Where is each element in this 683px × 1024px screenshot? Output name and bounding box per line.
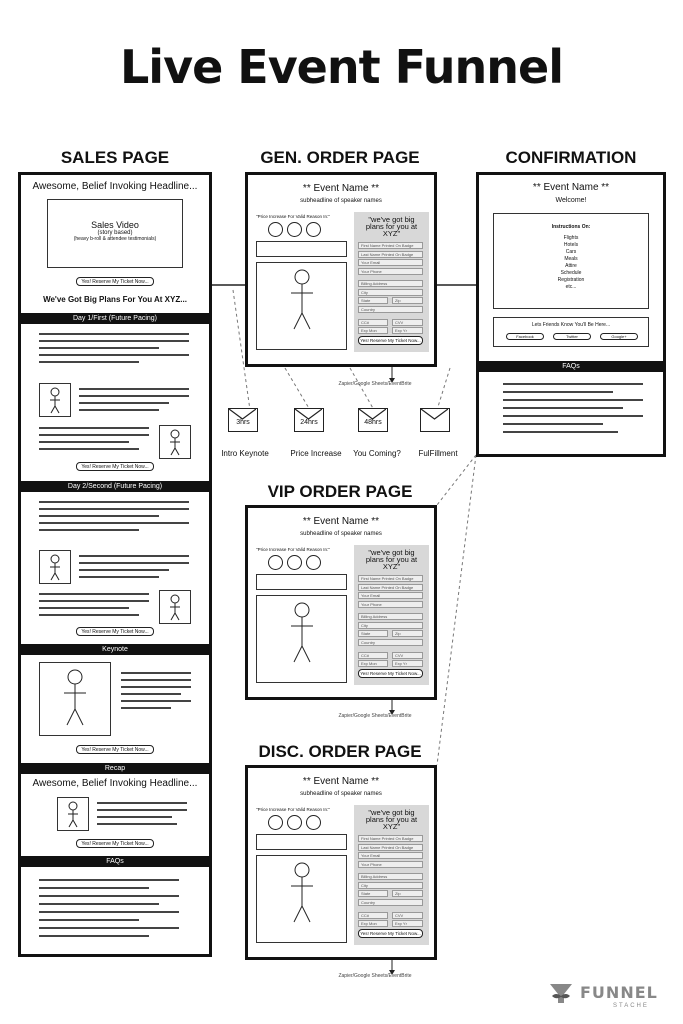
disc-order-page-subheadline: subheadline of speaker names — [300, 791, 382, 797]
disc-order-header: DISC. ORDER PAGE — [258, 742, 422, 761]
email-fulfillment-caption: FulFillment — [418, 449, 458, 458]
email-3hrs-caption: Intro Keynote — [221, 449, 269, 458]
vip-order-page-field[interactable]: Zip — [392, 630, 423, 637]
gen-order-page-field[interactable]: CVV — [392, 319, 423, 326]
recap-headline: Awesome, Belief Invoking Headline... — [32, 778, 198, 789]
gen-order-page-field[interactable]: Your Email — [358, 259, 423, 266]
gen-order-page-field[interactable]: Exp Mon — [358, 327, 388, 334]
sales-video-title: Sales Video — [91, 220, 139, 230]
sales-video-sub: (story based) — [97, 230, 133, 236]
day1-image-1 — [39, 383, 71, 417]
logo-subtext: STACHE — [613, 1003, 649, 1009]
day2-text-lines-2 — [79, 555, 189, 578]
vip-order-page-event-name: ** Event Name ** — [302, 516, 380, 527]
gen-order-page-cta-button[interactable]: Yes! Reserve My Ticket Now... — [358, 336, 423, 345]
disc-order-page-field[interactable]: CC# — [358, 912, 388, 919]
disc-order-page-field[interactable]: Billing Address — [358, 873, 423, 880]
gen-order-page-price-increase: "Price Increase For Valid Reason In:" — [256, 214, 330, 219]
instruction-item: Hotels — [563, 242, 579, 248]
vip-order-page-field[interactable]: Last Name Printed On Badge — [358, 584, 423, 591]
disc-order-page-field[interactable]: Your Phone — [358, 861, 423, 868]
gen-order-page-field[interactable]: Zip — [392, 297, 423, 304]
share-title: Lets Friends Know You'll Be Here... — [531, 322, 611, 328]
disc-order-page-field[interactable]: Exp Mon — [358, 920, 388, 927]
day2-text-lines — [39, 501, 189, 531]
keynote-bar: Keynote — [21, 644, 209, 655]
sales-video-note: (heavy b-roll & attendee testimonials) — [73, 236, 157, 242]
vip-order-header: VIP ORDER PAGE — [267, 482, 413, 501]
gen-order-page — [245, 172, 437, 367]
disc-order-page-quote: "we've got big plans for you at XYZ" — [365, 808, 418, 831]
gen-order-page-countdown-circle — [287, 222, 302, 237]
google-plus-button[interactable]: Google+ — [600, 333, 638, 340]
vip-order-page-quote: "we've got big plans for you at XYZ" — [365, 548, 418, 571]
disc-order-page-countdown-circle — [287, 815, 302, 830]
vip-order-page-countdown-circle — [268, 555, 283, 570]
gen-order-page-countdown-circle — [268, 222, 283, 237]
recap-text-lines — [97, 802, 187, 825]
sales-faqs-bar: FAQs — [21, 856, 209, 867]
disc-order-page-price-increase: "Price Increase For Valid Reason In:" — [256, 807, 330, 812]
gen-order-page-event-name: ** Event Name ** — [302, 183, 380, 194]
keynote-image — [39, 662, 111, 736]
gen-order-page-field[interactable]: State — [358, 297, 388, 304]
instruction-item: Schedule — [560, 270, 582, 276]
instructions-list — [494, 235, 648, 291]
day2-image-1 — [39, 550, 71, 584]
gen-order-page-field[interactable]: Billing Address — [358, 280, 423, 287]
disc-order-page-countdown-box — [256, 834, 347, 850]
gen-order-header: GEN. ORDER PAGE — [260, 148, 420, 167]
email-48hrs-label: 48hrs — [364, 419, 382, 426]
sales-video[interactable] — [47, 199, 183, 268]
gen-order-page-field[interactable]: Country — [358, 306, 423, 313]
vip-order-page-countdown-circle — [306, 555, 321, 570]
day1-bar: Day 1/First (Future Pacing) — [21, 313, 209, 324]
email-48hrs-caption: You Coming? — [353, 449, 401, 458]
disc-order-page-countdown-circle — [306, 815, 321, 830]
vip-order-page-field[interactable]: Exp Yr — [392, 660, 423, 667]
disc-order-page-event-name: ** Event Name ** — [302, 776, 380, 787]
vip-order-page-field[interactable]: Billing Address — [358, 613, 423, 620]
instruction-item: Meals — [564, 256, 578, 262]
sales-page-frame — [18, 172, 212, 957]
disc-order-page-cta-button[interactable]: Yes! Reserve My Ticket Now... — [358, 929, 423, 938]
logo-text: FUNNEL — [580, 983, 658, 1002]
vip-order-page-field[interactable]: First Name Printed On Badge — [358, 575, 423, 582]
gen-order-page-countdown-circle — [306, 222, 321, 237]
vip-order-page-field[interactable]: CVV — [392, 652, 423, 659]
gen-order-page-quote: "we've got big plans for you at XYZ" — [365, 215, 418, 238]
recap-bar: Recap — [21, 763, 209, 774]
disc-order-page-order-form — [354, 805, 429, 945]
keynote-text-lines — [121, 672, 191, 709]
gen-order-page-countdown-box — [256, 241, 347, 257]
vip-order-page-field[interactable]: Your Phone — [358, 601, 423, 608]
vip-order-page-field[interactable]: Exp Mon — [358, 660, 388, 667]
vip-order-page-countdown-circle — [287, 555, 302, 570]
confirmation-page — [476, 172, 666, 457]
gen-order-page-field[interactable]: First Name Printed On Badge — [358, 242, 423, 249]
twitter-button[interactable]: Twitter — [553, 333, 591, 340]
diagram-title: Live Event Funnel — [120, 40, 563, 94]
sales-cta-button-1[interactable]: Yes! Reserve My Ticket Now... — [76, 277, 154, 286]
vip-order-page-countdown-box — [256, 574, 347, 590]
sales-page-header: SALES PAGE — [60, 148, 170, 167]
vip-order-page-cta-button[interactable]: Yes! Reserve My Ticket Now... — [358, 669, 423, 678]
day1-text-lines-3 — [39, 427, 149, 450]
vip-order-page-field[interactable]: State — [358, 630, 388, 637]
day2-text-lines-3 — [39, 593, 149, 616]
disc-order-page — [245, 765, 437, 960]
big-plans-heading: We've Got Big Plans For You At XYZ... — [43, 295, 187, 304]
day2-image-2 — [159, 590, 191, 624]
gen-order-page-field[interactable]: City — [358, 289, 423, 296]
confirm-faq-lines — [503, 383, 643, 433]
email-fulfillment — [420, 408, 450, 432]
vip-order-page-field[interactable]: Your Email — [358, 592, 423, 599]
vip-order-page-price-increase: "Price Increase For Valid Reason In:" — [256, 547, 330, 552]
vip-order-page-order-form — [354, 545, 429, 685]
day2-bar: Day 2/Second (Future Pacing) — [21, 481, 209, 492]
gen-order-page-field[interactable]: CC# — [358, 319, 388, 326]
disc-order-page-field[interactable]: State — [358, 890, 388, 897]
gen-order-footer: Zapier/Google Sheets/EventBrite — [338, 381, 412, 387]
disc-order-page-field[interactable]: Last Name Printed On Badge — [358, 844, 423, 851]
envelope-icon — [294, 408, 324, 432]
instruction-item: Flights — [563, 235, 579, 241]
email-48hrs — [358, 408, 388, 432]
vip-order-page-field[interactable]: CC# — [358, 652, 388, 659]
instruction-item: Registration — [557, 277, 585, 283]
gen-order-page-field[interactable]: Last Name Printed On Badge — [358, 251, 423, 258]
vip-order-page-field[interactable]: City — [358, 622, 423, 629]
email-24hrs-label: 24hrs — [300, 419, 318, 426]
share-box — [493, 317, 649, 347]
day1-image-2 — [159, 425, 191, 459]
confirmation-header: CONFIRMATION — [505, 148, 637, 167]
instructions-box — [493, 213, 649, 309]
sales-faq-lines — [39, 879, 179, 937]
email-24hrs — [294, 408, 324, 432]
disc-order-page-field[interactable]: Exp Yr — [392, 920, 423, 927]
email-3hrs — [228, 408, 258, 432]
sales-cta-button-5[interactable]: Yes! Reserve My Ticket Now... — [76, 839, 154, 848]
disc-order-page-countdown-circle — [268, 815, 283, 830]
gen-order-page-field[interactable]: Your Phone — [358, 268, 423, 275]
confirm-event-name: ** Event Name ** — [532, 182, 610, 193]
confirm-faqs-bar: FAQs — [479, 361, 663, 372]
vip-order-page-image — [256, 595, 347, 683]
disc-order-footer: Zapier/Google Sheets/EventBrite — [338, 973, 412, 979]
disc-order-page-field[interactable]: First Name Printed On Badge — [358, 835, 423, 842]
envelope-icon — [228, 408, 258, 432]
disc-order-page-field[interactable]: Zip — [392, 890, 423, 897]
day1-text-lines — [39, 333, 189, 363]
gen-order-page-image — [256, 262, 347, 350]
confirm-welcome: Welcome! — [555, 197, 587, 204]
disc-order-page-field[interactable]: City — [358, 882, 423, 889]
vip-order-page-field[interactable]: Country — [358, 639, 423, 646]
sales-cta-button-3[interactable]: Yes! Reserve My Ticket Now... — [76, 627, 154, 636]
instructions-title: Instructions On: — [551, 224, 591, 230]
disc-order-page-image — [256, 855, 347, 943]
disc-order-page-field[interactable]: CVV — [392, 912, 423, 919]
instruction-item: Attire — [565, 263, 577, 269]
envelope-icon — [420, 408, 450, 432]
instruction-item: Cars — [565, 249, 577, 255]
funnel-stache-logo-icon — [548, 982, 574, 1006]
instruction-item: etc... — [565, 284, 577, 290]
sales-cta-button-2[interactable]: Yes! Reserve My Ticket Now... — [76, 462, 154, 471]
gen-order-page-field[interactable]: Exp Yr — [392, 327, 423, 334]
email-24hrs-caption: Price Increase — [290, 449, 342, 458]
gen-order-page-subheadline: subheadline of speaker names — [300, 198, 382, 204]
sales-cta-button-4[interactable]: Yes! Reserve My Ticket Now... — [76, 745, 154, 754]
envelope-icon — [358, 408, 388, 432]
day1-text-lines-2 — [79, 388, 189, 411]
vip-order-footer: Zapier/Google Sheets/EventBrite — [338, 713, 412, 719]
sales-headline: Awesome, Belief Invoking Headline... — [32, 181, 198, 192]
email-3hrs-label: 3hrs — [236, 419, 250, 426]
vip-order-page — [245, 505, 437, 700]
disc-order-page-field[interactable]: Country — [358, 899, 423, 906]
vip-order-page-subheadline: subheadline of speaker names — [300, 531, 382, 537]
gen-order-page-order-form — [354, 212, 429, 352]
disc-order-page-field[interactable]: Your Email — [358, 852, 423, 859]
facebook-button[interactable]: Facebook — [506, 333, 544, 340]
recap-image — [57, 797, 89, 831]
